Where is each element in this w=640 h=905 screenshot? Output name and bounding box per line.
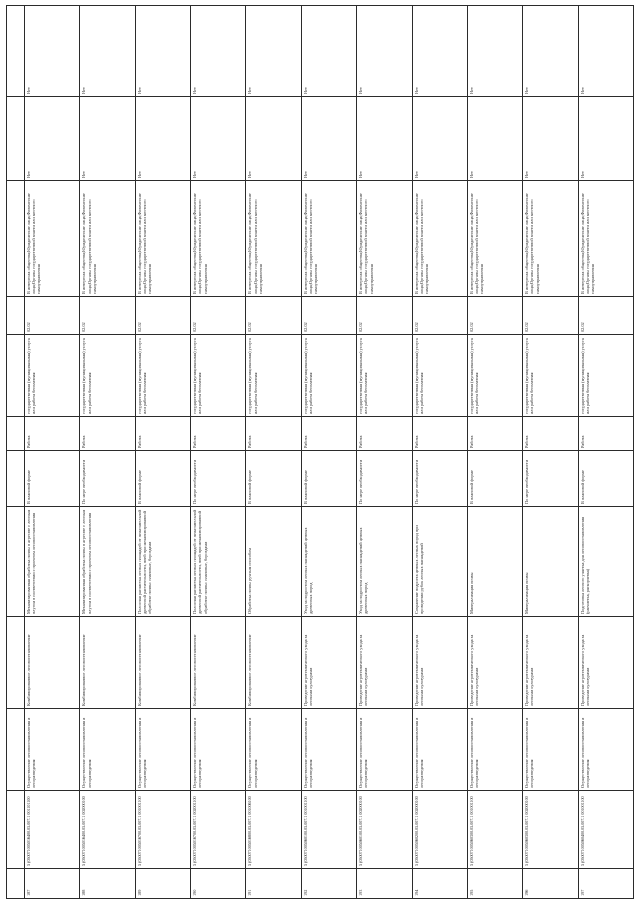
payment-basis-cell: государственная (муниципальная) услуга или работа бесплатная xyxy=(467,335,522,417)
work-category-cell: Комбинированное лесовосстановление xyxy=(191,617,246,709)
provision-form-cell: По мере необходимости xyxy=(523,451,578,507)
table-row xyxy=(467,6,522,899)
work-content-cell: Механизированная обработка почвы в агрегате с лесным плугом в соответствии с проектом лесовосстановления xyxy=(80,507,135,617)
table-row xyxy=(135,6,190,899)
table-row xyxy=(25,6,80,899)
rotated-table-container xyxy=(6,6,634,899)
registry-code-cell: 5 (050071005016700.05.007.1 001001100 xyxy=(135,791,190,869)
license-required-cell: Нет xyxy=(80,97,135,181)
registry-code-cell: 5 (050071005060400.05.007.1 001001100 xyxy=(578,791,633,869)
registry-code-cell: 5 (050071005060300.05.007.1 002000100 xyxy=(523,791,578,869)
work-category-cell: Проведение агротехнического ухода за лесными культурами xyxy=(301,617,356,709)
work-category-cell: Проведение агротехнического ухода за лесными культурами xyxy=(412,617,467,709)
consumer-categories-cell: В интересах общества;Юридические лица;Физические лица;Органы государственной власти или местного самоуправления xyxy=(25,181,80,297)
item-type-cell: Работа xyxy=(467,417,522,451)
provision-form-cell: В плановой форме xyxy=(301,451,356,507)
payment-basis-cell: государственная (муниципальная) услуга или работа бесплатная xyxy=(25,335,80,417)
okved-code-cell: 02.02 xyxy=(523,297,578,335)
table-row xyxy=(301,6,356,899)
activity-name-cell: Осуществление лесовосстановления и лесоразведения xyxy=(357,709,412,791)
work-content-cell: Минерализация почвы xyxy=(467,507,522,617)
okved-code-cell: 02.02 xyxy=(135,297,190,335)
payment-basis-cell: государственная (муниципальная) услуга или работа бесплатная xyxy=(523,335,578,417)
fee-required-cell: Нет xyxy=(301,6,356,97)
scanned-page xyxy=(6,6,634,899)
blank-cell xyxy=(7,297,25,335)
okved-code-cell: 02.02 xyxy=(25,297,80,335)
item-type-cell: Работа xyxy=(80,417,135,451)
blank-cell xyxy=(7,451,25,507)
table-row xyxy=(191,6,246,899)
activity-name-cell: Осуществление лесовосстановления и лесоразведения xyxy=(578,709,633,791)
blank-cell xyxy=(7,617,25,709)
activity-name-cell: Осуществление лесовосстановления и лесоразведения xyxy=(301,709,356,791)
registry-code-cell: 5 (050071005016800.05.007.1 001006100 xyxy=(246,791,301,869)
license-required-cell: Нет xyxy=(25,97,80,181)
provision-form-cell: В плановой форме xyxy=(135,451,190,507)
activity-name-cell: Осуществление лесовосстановления и лесоразведения xyxy=(412,709,467,791)
work-category-cell: Комбинированное лесовосстановление xyxy=(135,617,190,709)
fee-required-cell: Нет xyxy=(357,6,412,97)
fee-required-cell: Нет xyxy=(467,6,522,97)
work-content-cell: Полосная расчистка лесных площадей от нежелательной древесной растительности, пней при механизированной обработке почвы: плановые, бороздами xyxy=(191,507,246,617)
okved-code-cell: 02.02 xyxy=(80,297,135,335)
payment-basis-cell: государственная (муниципальная) услуга или работа бесплатная xyxy=(135,335,190,417)
item-type-cell: Работа xyxy=(25,417,80,451)
license-required-cell: Нет xyxy=(357,97,412,181)
registry-code-cell: 5 (050071005016400.05.007.1 001101100 xyxy=(25,791,80,869)
consumer-categories-cell: В интересах общества;Юридические лица;Физические лица;Органы государственной власти или местного самоуправления xyxy=(246,181,301,297)
provision-form-cell: По мере необходимости xyxy=(357,451,412,507)
registry-code-cell: 5 (050071005016400.05.007.1 002000100 xyxy=(80,791,135,869)
work-content-cell: Уход за подростом лесных насаждений ценных древесных пород xyxy=(301,507,356,617)
fee-required-cell: Нет xyxy=(523,6,578,97)
item-type-cell: Работа xyxy=(523,417,578,451)
activity-name-cell: Осуществление лесовосстановления и лесоразведения xyxy=(467,709,522,791)
registry-code-cell: 5 (050071005060100.05.007.1 001001100 xyxy=(301,791,356,869)
provision-form-cell: В плановой форме xyxy=(578,451,633,507)
consumer-categories-cell: В интересах общества;Юридические лица;Физические лица;Органы государственной власти или местного самоуправления xyxy=(357,181,412,297)
item-type-cell: Работа xyxy=(301,417,356,451)
registry-code-cell: 5 (050071005060100.05.007.1 002000100 xyxy=(357,791,412,869)
license-required-cell: Нет xyxy=(578,97,633,181)
row-number-cell: 188 xyxy=(80,869,135,899)
okved-code-cell: 02.02 xyxy=(578,297,633,335)
activity-name-cell: Осуществление лесовосстановления и лесоразведения xyxy=(80,709,135,791)
header-strip-row xyxy=(7,6,25,899)
payment-basis-cell: государственная (муниципальная) услуга или работа бесплатная xyxy=(412,335,467,417)
work-category-cell: Комбинированное лесовосстановление xyxy=(246,617,301,709)
license-required-cell: Нет xyxy=(301,97,356,181)
okved-code-cell: 02.02 xyxy=(357,297,412,335)
work-category-cell: Проведение агротехнического ухода за лесными культурами xyxy=(357,617,412,709)
consumer-categories-cell: В интересах общества;Юридические лица;Физические лица;Органы государственной власти или местного самоуправления xyxy=(578,181,633,297)
blank-cell xyxy=(7,507,25,617)
okved-code-cell: 02.02 xyxy=(301,297,356,335)
consumer-categories-cell: В интересах общества;Юридические лица;Физические лица;Органы государственной власти или местного самоуправления xyxy=(80,181,135,297)
provision-form-cell: По мере необходимости xyxy=(191,451,246,507)
fee-required-cell: Нет xyxy=(80,6,135,97)
payment-basis-cell: государственная (муниципальная) услуга или работа бесплатная xyxy=(357,335,412,417)
item-type-cell: Работа xyxy=(246,417,301,451)
row-number-cell: 196 xyxy=(523,869,578,899)
item-type-cell: Работа xyxy=(578,417,633,451)
payment-basis-cell: государственная (муниципальная) услуга или работа бесплатная xyxy=(80,335,135,417)
registry-code-cell: 5 (050071005060200.05.007.1 002000100 xyxy=(412,791,467,869)
table-row xyxy=(412,6,467,899)
consumer-categories-cell: В интересах общества;Юридические лица;Физические лица;Органы государственной власти или местного самоуправления xyxy=(523,181,578,297)
table-row xyxy=(523,6,578,899)
work-category-cell: Проведение агротехнического ухода за лесными культурами xyxy=(467,617,522,709)
fee-required-cell: Нет xyxy=(578,6,633,97)
activity-name-cell: Осуществление лесовосстановления и лесоразведения xyxy=(25,709,80,791)
work-content-cell: Сохранение подроста ценных лесных пород при проведении рубок лесных насаждений xyxy=(412,507,467,617)
table-row xyxy=(80,6,135,899)
okved-code-cell: 02.02 xyxy=(412,297,467,335)
payment-basis-cell: государственная (муниципальная) услуга или работа бесплатная xyxy=(191,335,246,417)
fee-required-cell: Нет xyxy=(191,6,246,97)
work-content-cell: Полосная расчистка лесных площадей от нежелательной древесной растительности, пней при механизированной обработке почвы: плановые, бороздами xyxy=(135,507,190,617)
blank-cell xyxy=(7,97,25,181)
work-category-cell: Комбинированное лесовосстановление xyxy=(80,617,135,709)
work-content-cell: Минерализация почвы xyxy=(523,507,578,617)
row-number-cell: 195 xyxy=(467,869,522,899)
provision-form-cell: По мере необходимости xyxy=(412,451,467,507)
activity-name-cell: Осуществление лесовосстановления и лесоразведения xyxy=(191,709,246,791)
license-required-cell: Нет xyxy=(135,97,190,181)
row-number-cell: 189 xyxy=(135,869,190,899)
okved-code-cell: 02.02 xyxy=(191,297,246,335)
row-number-cell: 191 xyxy=(246,869,301,899)
work-content-cell: Подготовка лесного участка для лесовосстановления (расчистка, раскорчевка) xyxy=(578,507,633,617)
work-category-cell: Комбинированное лесовосстановление xyxy=(25,617,80,709)
consumer-categories-cell: В интересах общества;Юридические лица;Физические лица;Органы государственной власти или местного самоуправления xyxy=(135,181,190,297)
services-registry-table xyxy=(6,5,634,899)
license-required-cell: Нет xyxy=(191,97,246,181)
consumer-categories-cell: В интересах общества;Юридические лица;Физические лица;Органы государственной власти или местного самоуправления xyxy=(467,181,522,297)
table-row xyxy=(246,6,301,899)
work-content-cell: Обработка почвы ручным способом xyxy=(246,507,301,617)
fee-required-cell: Нет xyxy=(246,6,301,97)
item-type-cell: Работа xyxy=(357,417,412,451)
fee-required-cell: Нет xyxy=(135,6,190,97)
item-type-cell: Работа xyxy=(135,417,190,451)
row-number-cell: 197 xyxy=(578,869,633,899)
blank-cell xyxy=(7,869,25,899)
provision-form-cell: В плановой форме xyxy=(25,451,80,507)
provision-form-cell: В плановой форме xyxy=(467,451,522,507)
fee-required-cell: Нет xyxy=(412,6,467,97)
blank-cell xyxy=(7,709,25,791)
provision-form-cell: По мере необходимости xyxy=(80,451,135,507)
blank-cell xyxy=(7,6,25,97)
row-number-cell: 192 xyxy=(301,869,356,899)
table-row xyxy=(357,6,412,899)
provision-form-cell: В плановой форме xyxy=(246,451,301,507)
item-type-cell: Работа xyxy=(191,417,246,451)
work-content-cell: Уход за подростом лесных насаждений ценных древесных пород xyxy=(357,507,412,617)
work-category-cell: Проведение агротехнического ухода за лесными культурами xyxy=(578,617,633,709)
consumer-categories-cell: В интересах общества;Юридические лица;Физические лица;Органы государственной власти или местного самоуправления xyxy=(191,181,246,297)
license-required-cell: Нет xyxy=(246,97,301,181)
consumer-categories-cell: В интересах общества;Юридические лица;Физические лица;Органы государственной власти или местного самоуправления xyxy=(301,181,356,297)
payment-basis-cell: государственная (муниципальная) услуга или работа бесплатная xyxy=(246,335,301,417)
activity-name-cell: Осуществление лесовосстановления и лесоразведения xyxy=(135,709,190,791)
table-row xyxy=(578,6,633,899)
consumer-categories-cell: В интересах общества;Юридические лица;Физические лица;Органы государственной власти или местного самоуправления xyxy=(412,181,467,297)
okved-code-cell: 02.02 xyxy=(246,297,301,335)
license-required-cell: Нет xyxy=(523,97,578,181)
activity-name-cell: Осуществление лесовосстановления и лесоразведения xyxy=(246,709,301,791)
okved-code-cell: 02.02 xyxy=(467,297,522,335)
item-type-cell: Работа xyxy=(412,417,467,451)
blank-cell xyxy=(7,417,25,451)
row-number-cell: 187 xyxy=(25,869,80,899)
blank-cell xyxy=(7,181,25,297)
blank-cell xyxy=(7,791,25,869)
row-number-cell: 194 xyxy=(412,869,467,899)
fee-required-cell: Нет xyxy=(25,6,80,97)
registry-code-cell: 5 (050071005060300.05.007.1 001001100 xyxy=(467,791,522,869)
row-number-cell: 193 xyxy=(357,869,412,899)
blank-cell xyxy=(7,335,25,417)
registry-code-cell: 5 (050071005016700.05.007.1 002001100 xyxy=(191,791,246,869)
work-content-cell: Механизированная обработка почвы в агрегате с лесным плугом в соответствии с проектом лесовосстановления xyxy=(25,507,80,617)
payment-basis-cell: государственная (муниципальная) услуга или работа бесплатная xyxy=(301,335,356,417)
payment-basis-cell: государственная (муниципальная) услуга или работа бесплатная xyxy=(578,335,633,417)
row-number-cell: 190 xyxy=(191,869,246,899)
license-required-cell: Нет xyxy=(412,97,467,181)
license-required-cell: Нет xyxy=(467,97,522,181)
work-category-cell: Проведение агротехнического ухода за лесными культурами xyxy=(523,617,578,709)
activity-name-cell: Осуществление лесовосстановления и лесоразведения xyxy=(523,709,578,791)
